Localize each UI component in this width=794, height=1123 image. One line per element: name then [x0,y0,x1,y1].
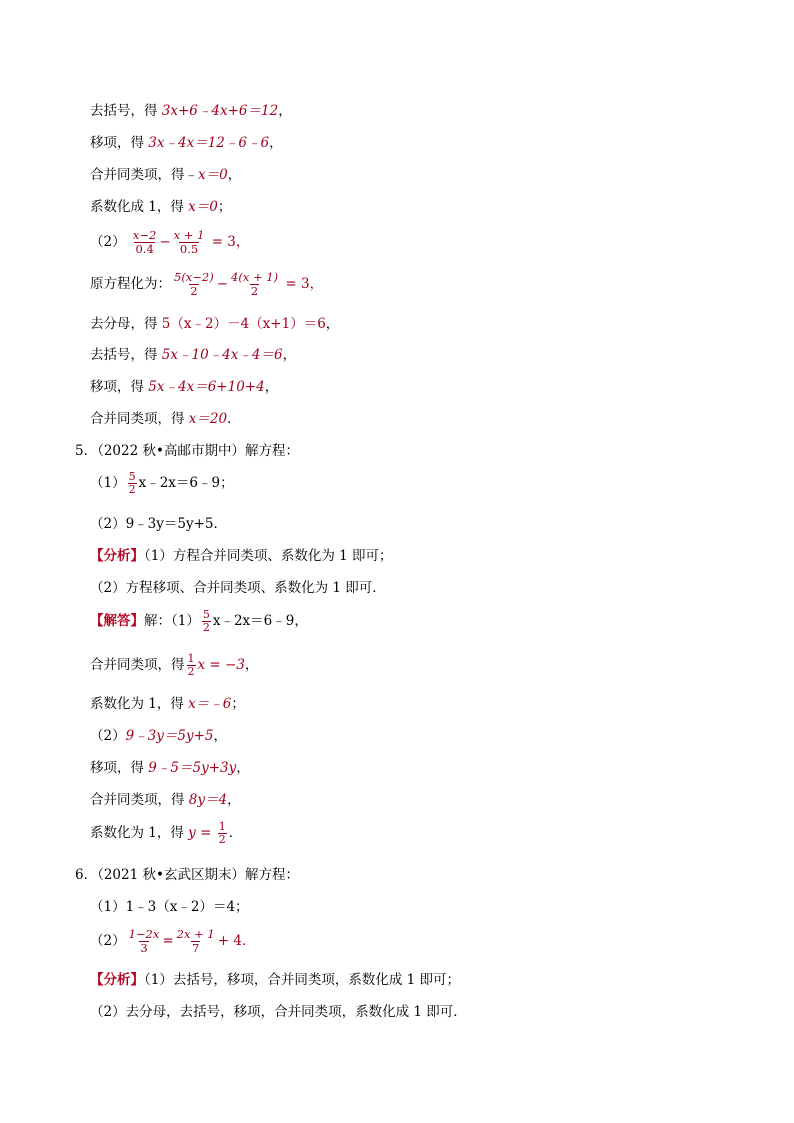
step-transpose-1 [90,133,283,153]
step-text: 移项，得 [90,379,149,395]
step-math: 8y＝4 [188,792,228,808]
numerator: 2x + 1 [176,927,215,941]
step-punct: ． [228,825,243,841]
equation-rhs: + 4． [217,933,256,949]
fraction [230,271,279,298]
equation-rewritten [90,269,323,299]
fraction [202,609,211,634]
question-6-analysis-1 [90,970,460,990]
q5-step-combine-2 [90,790,241,810]
step-text: 合并同类项，得 [90,657,185,673]
numerator: 1 [187,652,195,665]
equation-rhs: = 3， [211,234,250,250]
answer-text: 解：（1） [144,613,200,629]
equation-part2 [90,227,249,257]
fraction [176,928,216,955]
step-punct: ， [269,135,283,151]
step-math: x＝﹣6 [188,696,232,712]
question-6-part2 [90,926,255,956]
question-6-analysis-2: （2）去分母，去括号，移项，合并同类项，系数化成 1 即可． [90,1004,467,1020]
step-punct: ， [236,760,250,776]
numerator: x−2 [132,228,157,242]
step-math: 5x﹣4x＝6+10+4 [148,379,265,395]
step-math: 3x+6﹣4x+6＝12 [161,103,279,119]
step-transpose-2 [90,377,278,397]
question-5-answer [90,606,308,636]
numerator: 5 [128,470,136,483]
step-math: 5x﹣10﹣4x﹣4＝6 [161,347,283,363]
step-punct: ， [264,379,279,395]
q5-part2-restated [90,726,227,746]
denominator: 2 [128,483,136,496]
denominator: 3 [140,941,148,955]
q5-step-combine [90,650,258,680]
analysis-tag: 【分析】 [90,548,144,564]
fraction [132,229,157,256]
step-punct: ， [278,103,292,119]
step-punct: ， [227,792,241,808]
step-text: 系数化为 1，得 [90,696,189,712]
question-5-analysis-2: （2）方程移项、合并同类项、系数化为 1 即可． [90,580,386,596]
denominator: 2 [190,284,198,298]
step-text: 合并同类项，得 [90,792,189,808]
step-text: 去括号，得 [90,103,162,119]
part-label: （2） [90,728,126,744]
step-punct: ， [282,347,297,363]
numerator: x + 1 [173,228,205,242]
step-text: 系数化为 1，得 [90,825,189,841]
step-remove-brackets-1 [90,101,292,121]
numerator: 4(x + 1) [231,270,279,284]
step-math: x＝20 [188,411,228,427]
equation-rhs: = 3， [285,276,324,292]
step-math: 3x﹣4x＝12﹣6﹣6 [148,135,270,151]
fraction [173,271,215,298]
step-math: y = [188,825,216,841]
analysis-text: （1）方程合并同类项、系数化为 1 即可； [144,548,393,564]
step-punct: ， [227,167,242,183]
denominator: 2 [187,665,195,678]
part-label: （1） [90,475,126,491]
equation-text: x﹣2x＝6﹣9， [212,613,308,629]
q5-step-coefficient-2 [90,818,242,848]
step-math: x＝0 [188,199,218,215]
step-math: x＝0 [198,167,228,183]
step-text: 合并同类项，得﹣ [90,167,198,183]
question-5-title: 5．（2022 秋•高邮市期中）解方程： [75,443,299,459]
fraction [128,928,161,955]
step-punct: ， [213,728,228,744]
minus-sign: − [216,276,229,292]
step-text: 去括号，得 [90,347,162,363]
fraction [128,471,137,496]
question-5-part2: （2）9﹣3y＝5y+5． [90,516,228,532]
step-combine-2 [90,409,241,429]
numerator: 1−2x [128,927,160,941]
part-label: （2） [90,234,126,250]
answer-tag: 【解答】 [90,613,144,629]
denominator: 2 [250,284,259,298]
step-math: 5（x﹣2）－4（x+1）＝6 [161,316,326,332]
step-math: x = −3 [197,657,245,673]
step-remove-denominator [90,314,339,334]
step-text: 合并同类项，得 [90,411,189,427]
denominator: 0.4 [135,242,154,256]
question-5-analysis-1 [90,546,393,566]
fraction [187,653,196,678]
denominator: 2 [218,833,226,846]
step-punct: ． [227,411,241,427]
denominator: 0.5 [179,242,199,256]
q5-step-transpose [90,758,250,778]
step-text: 移项，得 [90,135,149,151]
question-6-part1: （1）1﹣3（x﹣2）＝4； [90,899,249,915]
numerator: 1 [218,820,226,833]
step-text: 去分母，得 [90,316,162,332]
step-text: 原方程化为： [90,276,171,292]
fraction [218,821,227,846]
denominator: 2 [202,621,210,634]
step-text: 系数化成 1，得 [90,199,189,215]
analysis-text: （1）去括号，移项，合并同类项，系数化成 1 即可； [144,972,461,988]
step-text: 移项，得 [90,760,149,776]
analysis-tag: 【分析】 [90,972,144,988]
question-5-part1 [90,468,234,498]
denominator: 7 [192,941,200,955]
minus-sign: − [159,234,171,250]
equation-text: x﹣2x＝6﹣9； [138,475,234,491]
step-punct: ； [231,696,245,712]
numerator: 5 [202,608,210,621]
step-coefficient-1 [90,197,231,217]
numerator: 5(x−2) [174,270,214,284]
step-punct: ， [244,657,259,673]
step-math: 9﹣3y＝5y+5 [125,728,214,744]
fraction [173,229,206,256]
q5-step-coefficient [90,694,245,714]
equals-sign: = [162,933,174,949]
step-punct: ， [325,316,340,332]
part-label: （2） [90,933,126,949]
step-combine-1 [90,165,241,185]
step-remove-brackets-2 [90,345,296,365]
step-punct: ； [217,199,232,215]
step-math: 9﹣5＝5y+3y [148,760,237,776]
question-6-title: 6．（2021 秋•玄武区期末）解方程： [75,867,299,883]
